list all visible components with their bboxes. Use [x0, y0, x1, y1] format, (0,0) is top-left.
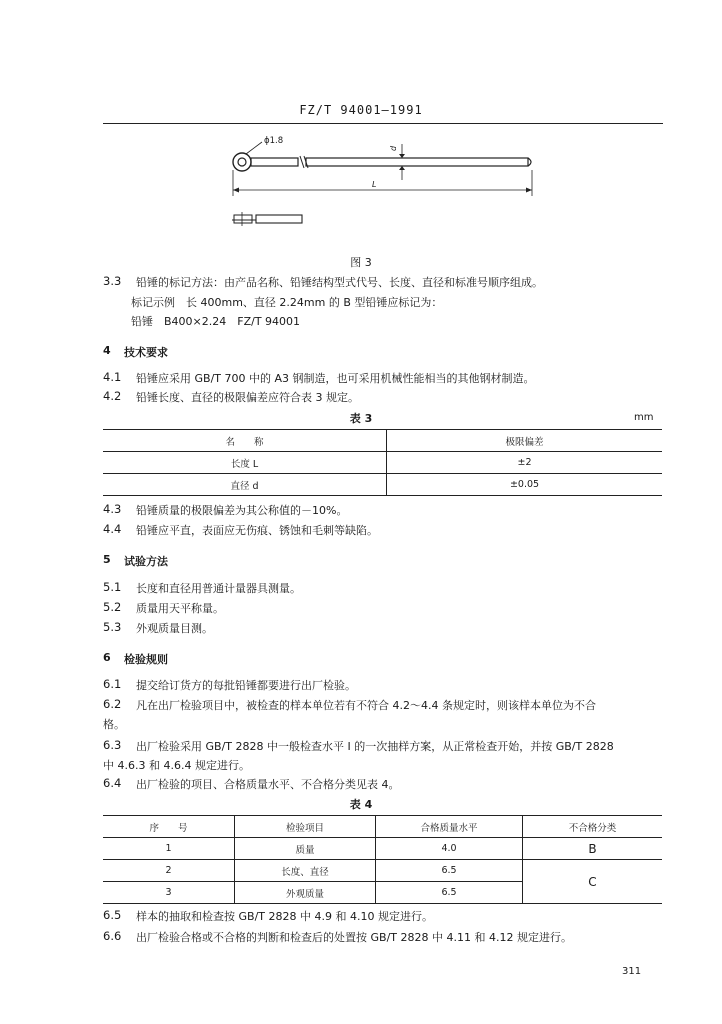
table-header-cell: 检验项目: [235, 816, 376, 838]
table-4: [103, 815, 662, 904]
clause-number: 6.3: [103, 738, 122, 752]
clause-number: 6.1: [103, 677, 122, 691]
section-title: 检验规则: [124, 653, 168, 666]
clause-text: 铅锤长度、直径的极限偏差应符合表 3 规定。: [136, 391, 359, 404]
table-row: [103, 452, 662, 474]
table-3: [103, 429, 662, 496]
table-3-title: 表 3: [349, 412, 373, 425]
side-view-eye-box: [234, 215, 252, 223]
table-cell: ±2: [387, 452, 663, 474]
clause-number: 5.1: [103, 580, 122, 594]
header-rule: [103, 123, 663, 124]
clause-text-line: 凡在出厂检验项目中，被检查的样本单位若有不符合 4.2～4.4 条规定时，则该样本单位为不合: [136, 699, 596, 712]
marking-line: 铅锤 B400×2.24 FZ/T 94001: [131, 315, 301, 328]
clause-text: 外观质量目测。: [136, 622, 213, 635]
l-arrowhead-left: [233, 188, 239, 193]
clause-text: 质量用天平称量。: [136, 602, 224, 615]
clause-number: 4.1: [103, 370, 122, 384]
clause-text: 长度和直径用普通计量器具测量。: [136, 582, 301, 595]
table-cell: 6.5: [376, 882, 523, 904]
table-cell: 质量: [235, 838, 376, 860]
clause-number: 6.4: [103, 776, 122, 790]
figure-length-label: L: [372, 180, 377, 189]
table-cell: 6.5: [376, 860, 523, 882]
table-header-cell: 名 称: [103, 430, 387, 452]
rod-long-segment: [306, 158, 528, 166]
section-number: 6: [103, 651, 111, 664]
d-arrowhead-bottom: [399, 166, 405, 170]
figure-d-label: d: [389, 145, 399, 152]
table-row: [103, 474, 662, 496]
break-mark: [300, 156, 304, 168]
page-number: 311: [622, 966, 642, 977]
clause-number: 4.4: [103, 522, 122, 536]
table-cell-merged: C: [523, 860, 663, 904]
clause-text: 铅锤的标记方法：由产品名称、铅锤结构型式代号、长度、直径和标准号顺序组成。: [136, 276, 543, 289]
table-cell: 1: [103, 838, 235, 860]
clause-number: 3.3: [103, 274, 122, 288]
table-header-cell: 不合格分类: [523, 816, 663, 838]
clause-text: 出厂检验合格或不合格的判断和检查后的处置按 GB/T 2828 中 4.11 和 4.12 规定进行。: [136, 931, 572, 944]
clause-number: 4.2: [103, 389, 122, 403]
table-cell: 4.0: [376, 838, 523, 860]
table-cell: ±0.05: [387, 474, 663, 496]
section-number: 5: [103, 553, 111, 566]
table-header-cell: 合格质量水平: [376, 816, 523, 838]
section-title: 试验方法: [124, 555, 168, 568]
clause-text: 铅锤应采用 GB/T 700 中的 A3 钢制造，也可采用机械性能相当的其他钢材制造。: [136, 372, 535, 385]
clause-text: 提交给订货方的每批铅锤都要进行出厂检验。: [136, 679, 356, 692]
diameter-leader: [246, 142, 262, 154]
figure-caption: 图 3: [350, 256, 372, 269]
clause-number: 5.2: [103, 600, 122, 614]
standard-code-header: FZ/T 94001—1991: [299, 103, 423, 117]
table-3-unit: mm: [634, 412, 654, 423]
figure-diameter-label: ϕ1.8: [264, 136, 284, 146]
clause-text: 出厂检验的项目、合格质量水平、不合格分类见表 4。: [136, 778, 400, 791]
table-header-cell: 序 号: [103, 816, 235, 838]
l-arrowhead-right: [526, 188, 532, 193]
table-cell: B: [523, 838, 663, 860]
table-cell: 外观质量: [235, 882, 376, 904]
table-4-title: 表 4: [349, 798, 373, 811]
clause-text-line: 格。: [103, 718, 125, 731]
clause-number: 5.3: [103, 620, 122, 634]
table-cell: 2: [103, 860, 235, 882]
clause-text: 样本的抽取和检查按 GB/T 2828 中 4.9 和 4.10 规定进行。: [136, 910, 433, 923]
table-row: [103, 860, 662, 882]
clause-number: 6.2: [103, 697, 122, 711]
table-cell: 长度、直径: [235, 860, 376, 882]
table-cell: 直径 d: [103, 474, 387, 496]
d-arrowhead-top: [399, 154, 405, 158]
section-number: 4: [103, 344, 111, 357]
table-row: [103, 838, 662, 860]
eye-ring-inner: [238, 158, 246, 166]
section-title: 技术要求: [124, 346, 168, 359]
clause-number: 6.5: [103, 908, 122, 922]
figure-3-drawing: [220, 132, 550, 232]
table-cell: 3: [103, 882, 235, 904]
clause-text: 铅锤质量的极限偏差为其公称值的－10%。: [136, 504, 348, 517]
table-cell: 长度 L: [103, 452, 387, 474]
clause-text-line: 中 4.6.3 和 4.6.4 规定进行。: [103, 759, 250, 772]
side-view-rod: [256, 215, 302, 223]
clause-text-line: 出厂检验采用 GB/T 2828 中一般检查水平 Ⅰ 的一次抽样方案，从正常检查开始，并按 GB/T 2828: [136, 740, 614, 753]
eye-ring-outer: [233, 153, 251, 171]
clause-text: 铅锤应平直，表面应无伤痕、锈蚀和毛刺等缺陷。: [136, 524, 378, 537]
rod-short-segment: [251, 158, 298, 166]
clause-number: 6.6: [103, 929, 122, 943]
marking-example-line: 标记示例 长 400mm、直径 2.24mm 的 B 型铅锤应标记为：: [131, 296, 443, 309]
table-header-cell: 极限偏差: [387, 430, 663, 452]
clause-number: 4.3: [103, 502, 122, 516]
